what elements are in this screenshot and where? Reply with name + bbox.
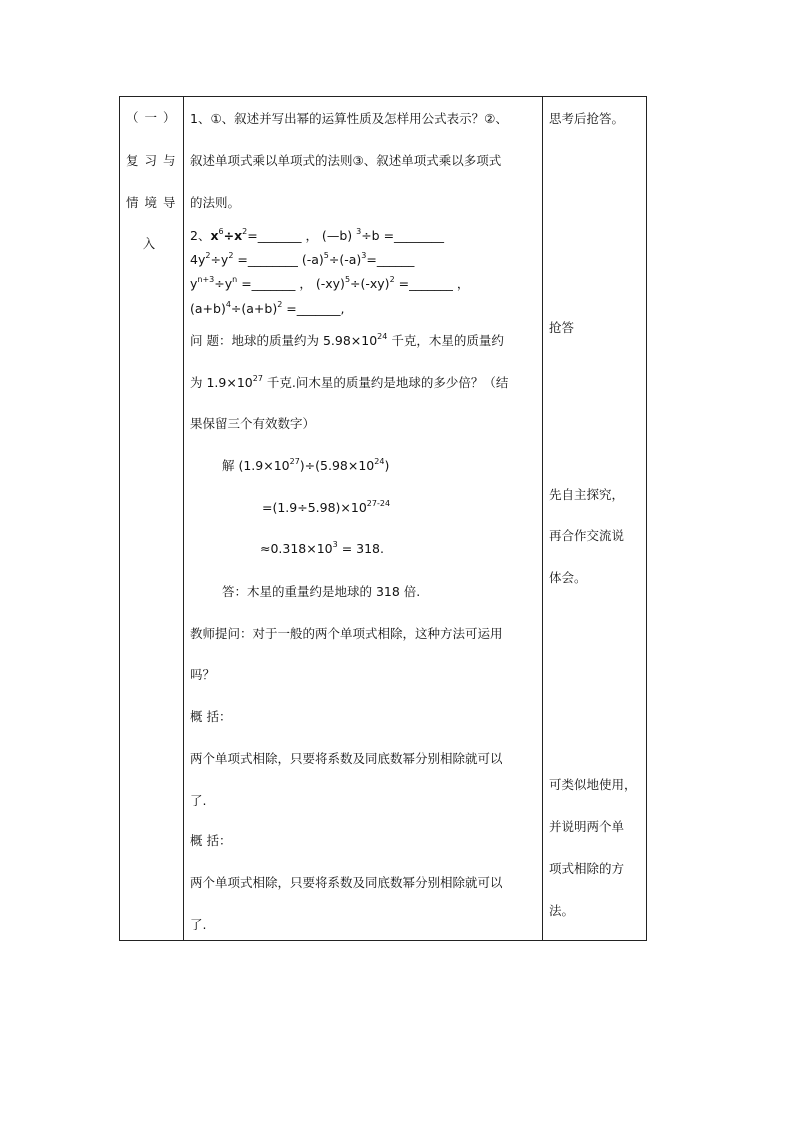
- teacher-question-line: 教师提问：对于一般的两个单项式相除，这种方法可运用: [190, 626, 503, 641]
- problem-line: 问 题：地球的质量约为 $5.98\times 10^{24}$ 千克，木星的质量约: [190, 332, 504, 348]
- student-activity-column: [543, 97, 647, 940]
- summary-line: 两个单项式相除，只要将系数及同底数幂分别相除就可以: [190, 751, 503, 766]
- summary-line: 了.: [190, 917, 207, 932]
- problem-line: 为 $1.9\times 10^{27}$ 千克.问木星的质量约是地球的多少倍？（结: [190, 374, 509, 390]
- content-column: [184, 97, 542, 940]
- activity-line: 并说明两个单: [549, 819, 625, 834]
- activity-line: 思考后抢答。: [549, 111, 625, 126]
- stage-column: [120, 97, 183, 940]
- problem-line: 果保留三个有效数字）: [190, 416, 316, 431]
- stage-label-line: 复习与: [126, 153, 182, 168]
- summary-line: 了.: [190, 793, 207, 808]
- solution-line: $=(1.9\div 5.98)\times 10^{27-24}$: [262, 499, 391, 515]
- review-question-line: 叙述单项式乘以单项式的法则③、叙述单项式乘以多项式: [190, 153, 502, 168]
- exercise-line: $(a+b)^4\div(a+b)^2$ =_______,: [190, 300, 345, 316]
- activity-line: 项式相除的方: [549, 861, 625, 876]
- activity-line: 先自主探究，: [549, 487, 625, 502]
- stage-label-line: 情境导: [126, 195, 182, 210]
- activity-line: 法。: [549, 903, 575, 918]
- review-question-line: 的法则。: [190, 195, 241, 210]
- stage-label-line: 入: [142, 236, 162, 251]
- stage-label-line: （一）: [126, 110, 182, 125]
- activity-line: 体会。: [549, 570, 587, 585]
- activity-line: 抢答: [549, 320, 575, 335]
- activity-line: 可类似地使用，: [549, 777, 637, 792]
- activity-line: 再合作交流说: [549, 528, 625, 543]
- exercise-line: $4y^2\div y^2$ =________ $(-a)^5\div(-a)^3=\_\_\_\_\_\_$: [190, 251, 415, 267]
- summary-heading: 概 括：: [190, 709, 232, 724]
- solution-line: 解 $(1.9\times 10^{27})\div(5.98\times 10^{24})$: [222, 457, 390, 473]
- review-question-line: 1、①、叙述并写出幂的运算性质及怎样用公式表示？②、: [190, 111, 508, 126]
- answer-line: 答：木星的重量约是地球的 318 倍.: [222, 584, 421, 599]
- teacher-question-line: 吗？: [190, 667, 216, 682]
- summary-line: 两个单项式相除，只要将系数及同底数幂分别相除就可以: [190, 875, 503, 890]
- exercise-line: 2、$x^6\div x^2=\_\_\_\_\_\_\_$ ， (—b) $^3$÷b =________: [190, 227, 445, 243]
- solution-line: $\approx 0.318\times 10^3 = 318$.: [260, 540, 384, 556]
- lesson-table: [119, 96, 647, 941]
- summary-heading: 概 括：: [190, 833, 232, 848]
- exercise-line: $y^{n+3}\div y^n$ =_______ ， $(-xy)^5\div(-xy)^2$ =_______ ，: [190, 275, 470, 291]
